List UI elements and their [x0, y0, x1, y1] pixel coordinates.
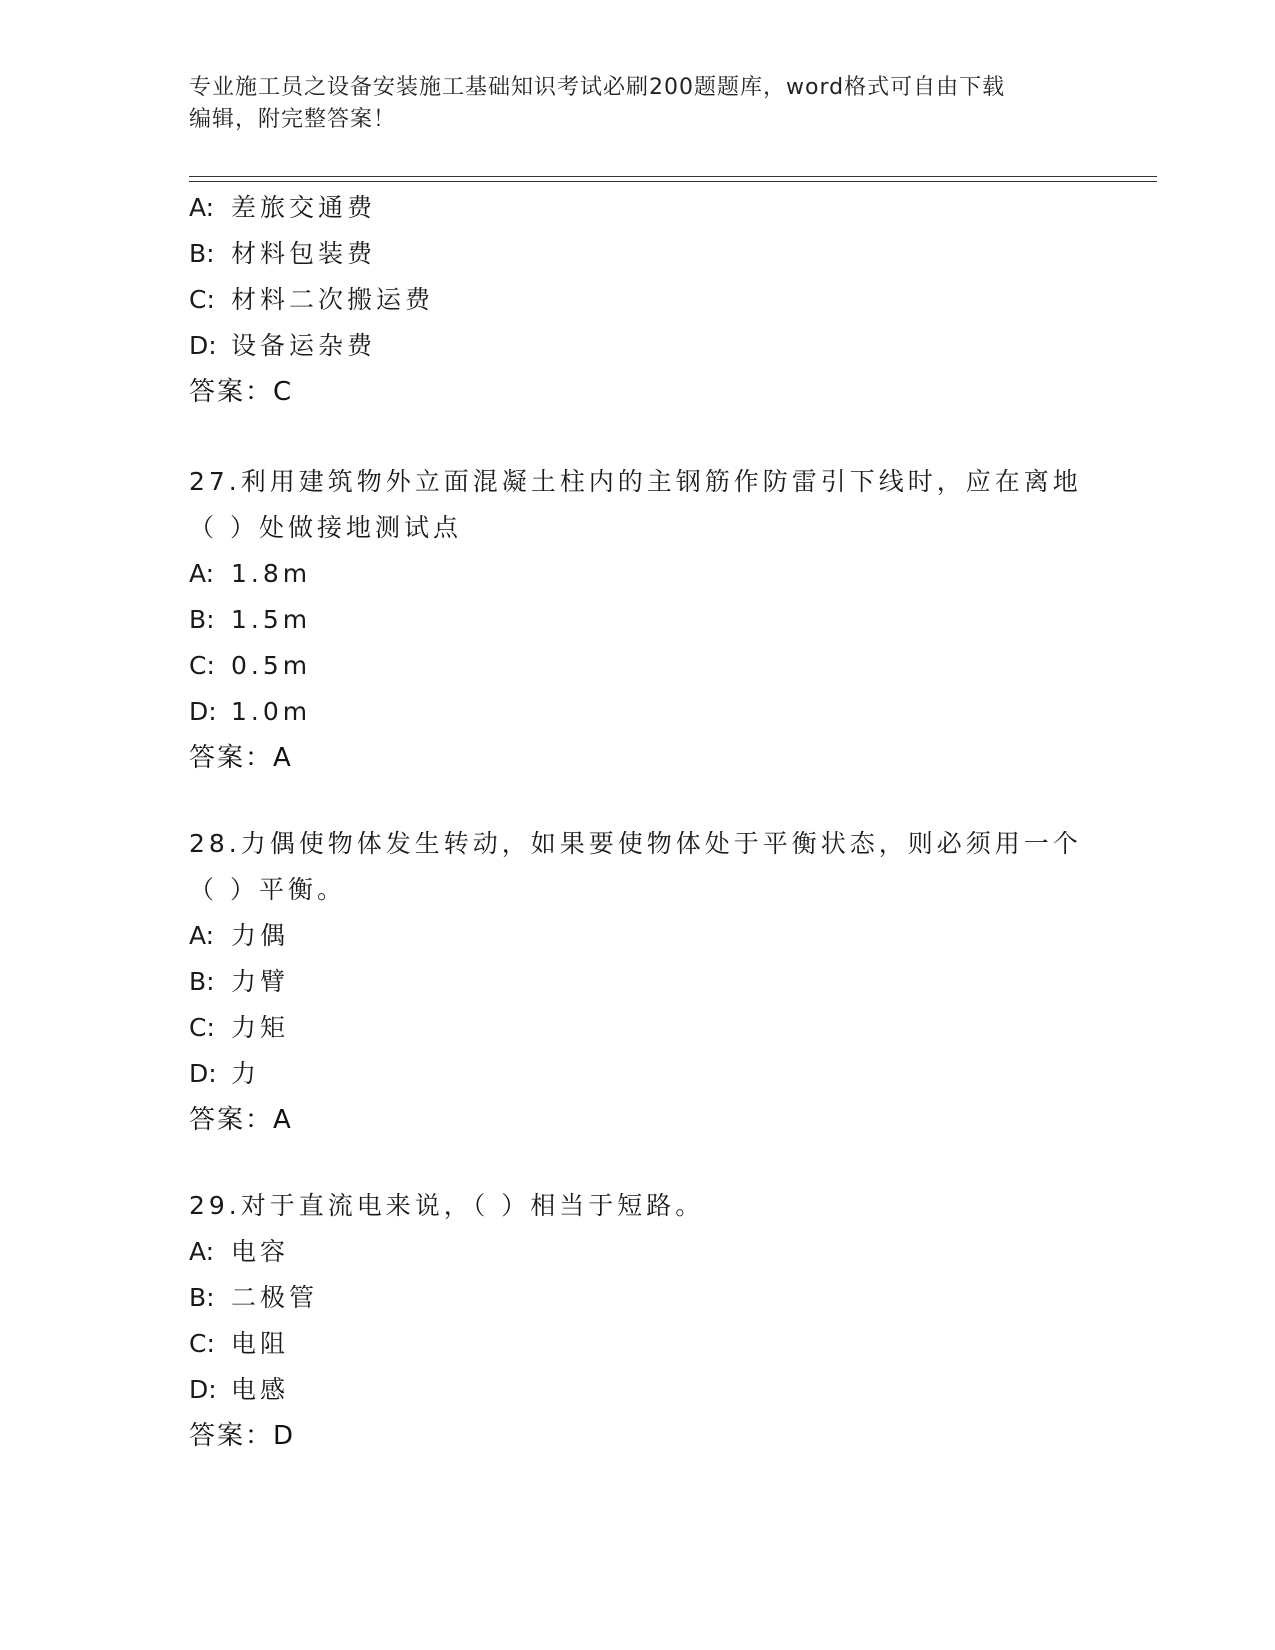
answer-label: 答案：D [189, 1421, 296, 1451]
header-divider-bottom [189, 181, 1157, 182]
header-line-2: 编辑，附完整答案！ [189, 107, 397, 132]
option-text: 电容 [231, 1237, 290, 1266]
option-b [189, 597, 1089, 643]
option-text: 电阻 [231, 1329, 290, 1358]
question-28 [189, 821, 1089, 1143]
option-d [189, 1367, 1089, 1413]
answer-label: 答案：C [189, 377, 294, 407]
option-text: 力偶 [231, 921, 290, 950]
option-text: 1.8m [231, 559, 312, 588]
option-text: 设备运杂费 [231, 331, 377, 360]
question-text-line-2: （ ）处做接地测试点 [189, 513, 462, 542]
question-text-line-1: 27.利用建筑物外立面混凝土柱内的主钢筋作防雷引下线时，应在离地 [189, 467, 1082, 496]
option-letter: D: [189, 1059, 217, 1088]
option-letter: D: [189, 1375, 217, 1404]
option-letter: C: [189, 1013, 215, 1042]
option-text: 力矩 [231, 1013, 290, 1042]
option-letter: A: [189, 559, 215, 588]
option-letter: A: [189, 1237, 215, 1266]
option-a [189, 913, 1089, 959]
option-c [189, 277, 1089, 323]
option-c [189, 1321, 1089, 1367]
question-text-line-1: 28.力偶使物体发生转动，如果要使物体处于平衡状态，则必须用一个 [189, 829, 1082, 858]
option-letter: C: [189, 651, 215, 680]
option-text: 力 [231, 1059, 261, 1088]
header-divider-top [189, 176, 1157, 177]
document-header [189, 72, 1089, 136]
option-letter: A: [189, 921, 215, 950]
option-a [189, 551, 1089, 597]
option-letter: A: [189, 193, 215, 222]
option-text: 1.0m [231, 697, 312, 726]
header-line-1: 专业施工员之设备安装施工基础知识考试必刷200题题库，word格式可自由下载 [189, 75, 1006, 100]
option-d [189, 323, 1089, 369]
option-text: 差旅交通费 [231, 193, 377, 222]
option-letter: B: [189, 1283, 215, 1312]
option-text: 电感 [231, 1375, 290, 1404]
option-text: 材料包装费 [231, 239, 377, 268]
option-letter: C: [189, 285, 215, 314]
answer-label: 答案：A [189, 1105, 293, 1135]
option-letter: C: [189, 1329, 215, 1358]
option-text: 1.5m [231, 605, 312, 634]
option-text: 二极管 [231, 1283, 319, 1312]
option-b [189, 959, 1089, 1005]
answer-label: 答案：A [189, 743, 293, 773]
option-a [189, 1229, 1089, 1275]
question-text-line-2: （ ）平衡。 [189, 875, 346, 904]
option-text: 0.5m [231, 651, 312, 680]
option-text: 材料二次搬运费 [231, 285, 435, 314]
option-text: 力臂 [231, 967, 290, 996]
option-letter: B: [189, 967, 215, 996]
option-d [189, 1051, 1089, 1097]
question-27 [189, 459, 1089, 781]
option-b [189, 1275, 1089, 1321]
question-text-line-1: 29.对于直流电来说，（ ）相当于短路。 [189, 1191, 705, 1220]
option-c [189, 643, 1089, 689]
option-d [189, 689, 1089, 735]
option-letter: D: [189, 331, 217, 360]
option-b [189, 231, 1089, 277]
question-29 [189, 1183, 1089, 1459]
option-c [189, 1005, 1089, 1051]
question-26 [189, 185, 1089, 415]
option-letter: D: [189, 697, 217, 726]
option-letter: B: [189, 605, 215, 634]
option-letter: B: [189, 239, 215, 268]
option-a [189, 185, 1089, 231]
